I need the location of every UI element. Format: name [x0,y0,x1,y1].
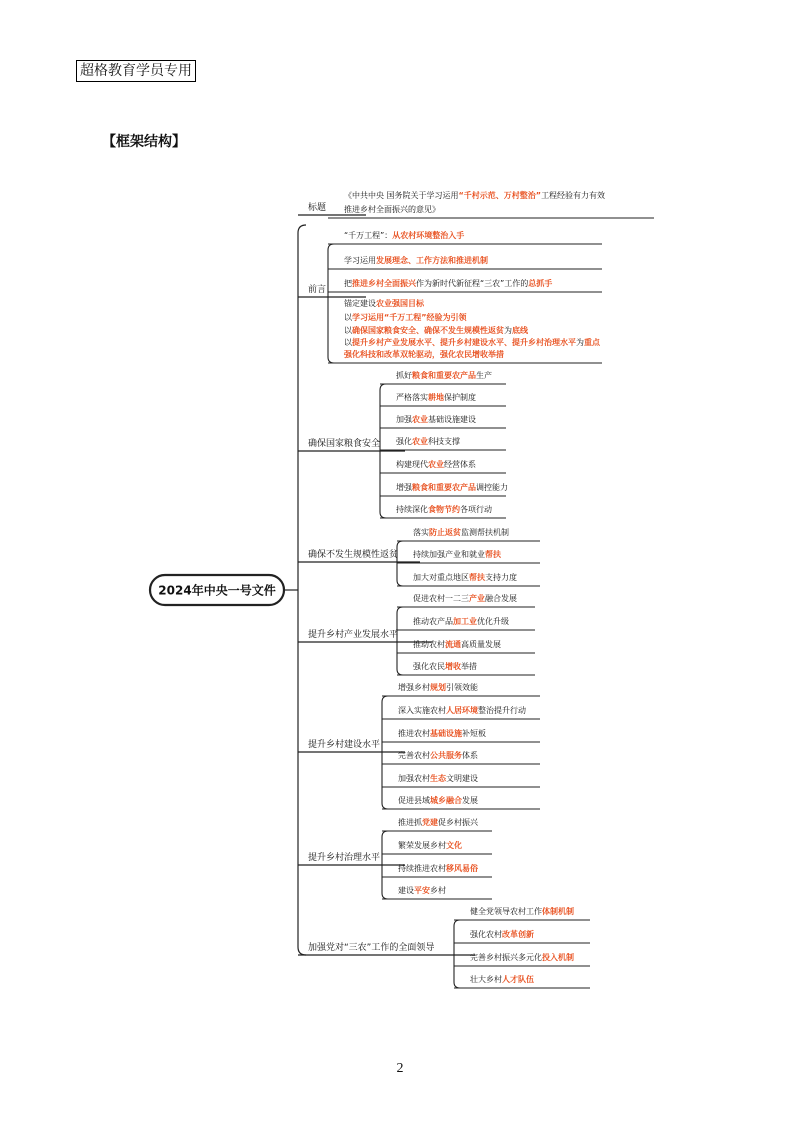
keyword-highlight: 耕地 [428,393,444,402]
keyword-highlight: 粮食和重要农产品 [412,371,476,380]
text-run: 强化 [396,437,412,446]
leaf-text [413,549,501,559]
leaf-text [413,639,501,649]
text-run: 促乡村振兴 [438,818,478,827]
branch-3 [298,370,508,518]
leaf-text [470,929,534,939]
leaf-item [328,230,602,244]
branch-8 [298,906,590,988]
text-run: 完善乡村振兴多元化 [470,953,542,962]
leaf-text [413,616,509,626]
text-run: 持续推进农村 [398,864,446,873]
text-run: 壮大乡村 [470,975,502,984]
branch-label: 提升乡村产业发展水平 [308,630,399,640]
branch-label: 确保国家粮食安全 [308,439,381,449]
text-run: 乡村 [430,886,446,895]
branch-7 [298,817,492,899]
leaf-text [396,414,476,424]
keyword-highlight: 生态 [430,774,446,783]
text-run: 严格落实 [396,393,428,402]
leaf-text [398,682,478,692]
keyword-highlight: “千村示范、万村整治” [458,191,542,200]
keyword-highlight: 强化科技和改革双轮驱动，强化农民增收举措 [344,350,504,359]
leaf-item [380,414,506,428]
text-run: 《中共中央 国务院关于学习运用 [344,191,459,200]
leaf-item [382,885,492,899]
text-run: 推进乡村全面振兴的意见》 [344,205,440,214]
keyword-highlight: 确保国家粮食安全、确保不发生规模性返贫 [352,326,504,335]
keyword-highlight: 总抓手 [528,279,553,288]
leaf-text [344,230,464,240]
leaf-item [397,661,535,675]
leaf-text [396,436,460,446]
page-number: 2 [396,1061,404,1076]
leaf-item [328,298,602,363]
text-run: 落实 [413,528,429,537]
branch-label: 确保不发生规模性返贫 [308,550,399,560]
text-run: 以 [344,338,352,347]
text-run: 增强 [396,483,412,492]
text-run: 以 [344,313,352,322]
leaf-text [398,817,479,827]
text-run: 加大对重点地区 [413,573,469,582]
leaf-item [382,705,540,719]
leaf-item [382,682,540,696]
text-run: 文明建设 [446,774,478,783]
text-run: 加强 [396,415,412,424]
leaf-item [380,504,506,518]
text-run: 完善农村 [398,751,430,760]
keyword-highlight: 提升乡村产业发展水平、提升乡村建设水平、提升乡村治理水平 [352,338,576,347]
text-run: 体系 [462,751,478,760]
leaf-item [454,974,590,988]
keyword-highlight: 底线 [512,326,528,335]
keyword-highlight: 农业 [412,437,428,446]
keyword-highlight: 农业强国目标 [376,299,424,308]
text-run: 深入实施农村 [398,706,446,715]
leaf-text [396,370,492,380]
keyword-highlight: 体制机制 [542,907,574,916]
keyword-highlight: 重点 [584,338,600,347]
leaf-item [454,952,590,966]
keyword-highlight: 帮扶 [485,550,501,559]
keyword-highlight: 人居环境 [446,706,478,715]
branch-label: 前言 [308,285,327,295]
text-run: 推动农村 [413,640,445,649]
leaf-text [413,593,517,603]
text-run: 增强乡村 [398,683,430,692]
branch-4 [298,527,540,586]
leaf-text [398,863,478,873]
keyword-highlight: 产业 [469,594,485,603]
text-run: 优化升级 [477,617,509,626]
leaf-text [398,705,526,715]
text-run: 强化农村 [470,930,502,939]
leaf-item [382,750,540,764]
keyword-highlight: 防止返贫 [429,528,461,537]
leaf-text [470,906,574,916]
leaf-item [382,795,540,809]
leaf-item [397,639,535,653]
leaf-text [344,312,468,322]
text-run: 推动农产品 [413,617,453,626]
leaf-text [344,255,488,265]
text-run: 为 [576,338,584,347]
keyword-highlight: 城乡融合 [430,796,462,805]
text-run: 抓好 [396,371,412,380]
root-label: 2024年中央一号文件 [158,583,276,598]
keyword-highlight: 发展理念、工作方法和推进机制 [376,256,488,265]
leaf-text [396,504,492,514]
text-run: 加强农村 [398,774,430,783]
leaf-text [396,482,508,492]
keyword-highlight: 食物节约 [428,505,460,514]
leaf-item [382,773,540,787]
keyword-highlight: 投入机制 [542,953,574,962]
keyword-highlight: 规划 [430,683,446,692]
keyword-highlight: 学习运用“千万工程”经验为引领 [352,313,467,322]
branch-5 [298,593,535,675]
leaf-item [382,863,492,877]
text-run: 整治提升行动 [478,706,526,715]
text-run: 持续加强产业和就业 [413,550,485,559]
leaf-item [454,929,590,943]
leaf-item [397,616,535,630]
leaf-text [398,773,478,783]
leaf-text [413,527,509,537]
branch-label: 加强党对“三农”工作的全面领导 [308,943,435,953]
main-trunk [298,225,306,955]
text-run: 持续深化 [396,505,428,514]
leaf-item [397,527,540,541]
leaf-item [382,817,492,831]
text-run: 各项行动 [460,505,492,514]
leaf-text [413,572,517,582]
leaf-item [328,278,602,292]
keyword-highlight: 文化 [446,841,462,850]
leaf-text [343,349,504,360]
text-run: 强化农民 [413,662,445,671]
leaf-text [398,750,478,760]
branch-2 [298,230,602,363]
text-run: 支持力度 [485,573,517,582]
text-run: 锚定建设 [344,299,376,308]
section-title: 【框架结构】 [102,134,186,150]
leaf-item [380,370,506,384]
text-run: 举措 [461,662,477,671]
text-run: 发展 [462,796,478,805]
child-bracket [454,920,460,988]
branch-6 [298,682,540,809]
text-run: 科技支撑 [428,437,460,446]
text-run: 构建现代 [396,460,428,469]
text-run: 监测帮扶机制 [461,528,509,537]
text-run: 基础设施建设 [428,415,476,424]
keyword-highlight: 流通 [445,640,461,649]
text-run: “千万工程”： [344,231,393,240]
leaf-item [382,728,540,742]
text-run: 高质量发展 [461,640,501,649]
keyword-highlight: 粮食和重要农产品 [412,483,476,492]
keyword-highlight: 基础设施 [430,729,462,738]
leaf-text [344,190,605,200]
leaf-item [454,906,590,920]
leaf-text [344,204,440,214]
leaf-item [380,459,506,473]
leaf-text [398,728,486,738]
text-run: 推进抓 [398,818,422,827]
leaf-text [398,840,462,850]
leaf-item [382,840,492,854]
text-run: 融合发展 [485,594,517,603]
leaf-text [470,952,574,962]
text-run: 以 [344,326,352,335]
leaf-item [328,190,654,218]
leaf-text [398,795,478,805]
child-bracket [397,607,403,675]
keyword-highlight: 农业 [428,460,444,469]
leaf-item [397,572,540,586]
leaf-item [397,549,540,563]
leaf-item [380,482,508,496]
branch-label: 提升乡村治理水平 [308,853,381,863]
text-run: 调控能力 [476,483,508,492]
leaf-item [380,436,506,450]
text-run: 学习运用 [344,256,376,265]
text-run: 把 [344,279,352,288]
root-node [150,575,284,605]
text-run: 推进农村 [398,729,430,738]
branch-label: 标题 [308,203,327,213]
leaf-text [398,885,446,895]
text-run: 补短板 [462,729,486,738]
keyword-highlight: 从农村环境整治入手 [392,231,465,240]
text-run: 健全党领导农村工作 [470,907,542,916]
leaf-text [470,974,534,984]
leaf-item [397,593,535,607]
text-run: 生产 [476,371,492,380]
keyword-highlight: 增收 [445,662,461,671]
child-bracket [328,244,334,363]
header-label: 超格教育学员专用 [76,60,196,82]
leaf-text [396,459,476,469]
keyword-highlight: 人才队伍 [502,975,534,984]
text-run: 作为新时代新征程“三农”工作的 [416,279,529,288]
leaf-item [380,392,506,406]
text-run: 引领效能 [446,683,478,692]
keyword-highlight: 加工业 [453,617,477,626]
text-run: 为 [504,326,512,335]
text-run: 工程经验有力有效 [541,191,606,200]
leaf-text [344,325,529,335]
keyword-highlight: 改革创新 [502,930,534,939]
leaf-item [328,255,602,269]
text-run: 经营体系 [444,460,476,469]
text-run: 繁荣发展乡村 [398,841,446,850]
leaf-text [344,298,425,308]
branch-1 [298,190,654,218]
text-run: 建设 [398,886,414,895]
keyword-highlight: 移风易俗 [446,864,478,873]
branch-label: 提升乡村建设水平 [308,740,381,750]
keyword-highlight: 平安 [414,886,430,895]
keyword-highlight: 公共服务 [430,751,462,760]
leaf-text [413,661,477,671]
keyword-highlight: 推进乡村全面振兴 [352,279,416,288]
leaf-text [396,392,476,402]
leaf-text [344,337,601,347]
leaf-text [344,278,552,288]
text-run: 促进县域 [398,796,430,805]
text-run: 保护制度 [444,393,476,402]
keyword-highlight: 帮扶 [469,573,485,582]
keyword-highlight: 党建 [422,818,438,827]
text-run: 促进农村一二三 [413,594,469,603]
keyword-highlight: 农业 [412,415,428,424]
